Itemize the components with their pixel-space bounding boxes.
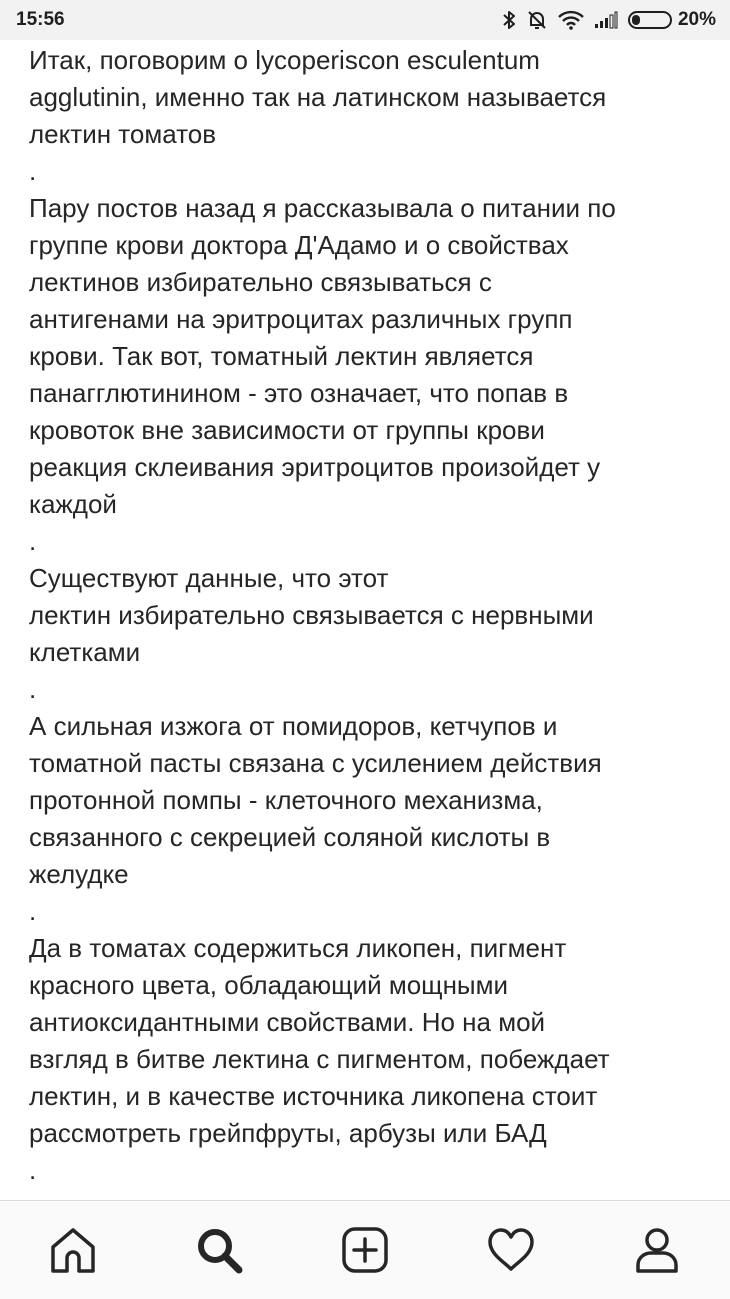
profile-icon: [632, 1225, 682, 1275]
bell-off-icon: [526, 9, 548, 31]
wifi-icon: [558, 10, 584, 30]
post-paragraph: А сильная изжога от помидоров, кетчупов и томатной пасты связана с усилением действия протонной помпы - клеточного механизма, связанного с секрецией соляной кислоты в желудке: [29, 711, 602, 889]
bottom-nav: [0, 1200, 730, 1299]
bluetooth-icon: [502, 10, 516, 30]
nav-home-button[interactable]: [37, 1214, 109, 1286]
separator: .: [29, 896, 37, 926]
nav-search-button[interactable]: [183, 1214, 255, 1286]
battery-percent: 20%: [677, 9, 716, 30]
home-icon: [48, 1225, 98, 1275]
battery-icon: [628, 11, 672, 29]
post-paragraph: Пару постов назад я рассказывала о питании по группе крови доктора Д'Адамо и о свойствах лектинов избирательно связываться с антигенами на эритроцитах различных групп крови. Так вот, томатный лектин является панагглютинином - это означает, что попав в кровоток вне зависимости от группы крови реакция склеивания эритроцитов произойдет у каждой: [29, 193, 616, 519]
nav-profile-button[interactable]: [621, 1214, 693, 1286]
separator: .: [29, 674, 37, 704]
nav-activity-button[interactable]: [475, 1214, 547, 1286]
nav-new-post-button[interactable]: [329, 1214, 401, 1286]
post-text: [29, 42, 709, 1189]
separator: .: [29, 526, 37, 556]
separator: .: [29, 1155, 37, 1185]
post-paragraph: Существуют данные, что этот лектин избирательно связывается с нервными клетками: [29, 563, 594, 667]
search-icon: [194, 1225, 244, 1275]
status-bar: [0, 0, 730, 40]
post-paragraph: Итак, поговорим о lycoperiscon esculentum agglutinin, именно так на латинском называется лектин томатов: [29, 45, 607, 149]
status-time: 15:56: [16, 9, 65, 30]
signal-icon: [594, 11, 618, 29]
separator: .: [29, 156, 37, 186]
add-post-icon: [340, 1225, 390, 1275]
post-paragraph: Да в томатах содержиться ликопен, пигмент красного цвета, обладающий мощными антиоксидантными свойствами. Но на мой взгляд в битве лектина с пигментом, побеждает лектин, и в качестве источника ликопена стоит рассмотреть грейпфруты, арбузы или БАД: [29, 933, 610, 1148]
heart-icon: [486, 1225, 536, 1275]
